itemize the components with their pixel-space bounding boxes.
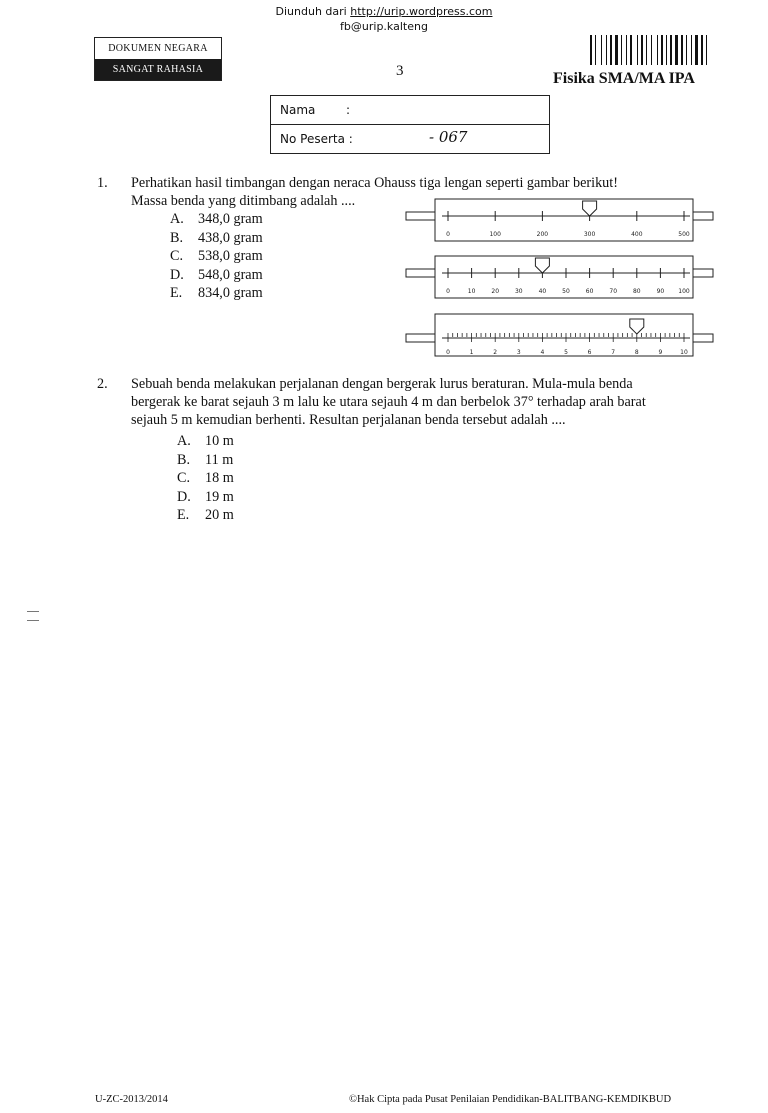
footer-copyright: ©Hak Cipta pada Pusat Penilaian Pendidikan-BALITBANG-KEMDIKBUD — [349, 1094, 672, 1105]
question-1-number: 1. — [97, 175, 108, 191]
beam-1-right-stub — [693, 212, 713, 220]
q2-option-c-letter: C. — [177, 470, 191, 486]
q2-option-a-letter: A. — [177, 433, 191, 449]
beam-2-tick-label: 60 — [585, 288, 594, 295]
beam-2-tick-label: 40 — [538, 288, 547, 295]
ohauss-balance-figure — [404, 196, 716, 364]
question-1-options — [170, 210, 310, 305]
name-row — [271, 96, 549, 125]
q1-option-e-text: 834,0 gram — [198, 285, 263, 301]
beam-3-tick-label: 6 — [587, 349, 592, 356]
barcode-icon — [590, 35, 720, 65]
doc-label-top: DOKUMEN NEGARA — [108, 43, 208, 54]
beam-2-tick-label: 10 — [467, 288, 476, 295]
q1-option-c-text: 538,0 gram — [198, 248, 263, 264]
doc-label-bottom: SANGAT RAHASIA — [95, 59, 221, 80]
beam-2-tick-label: 30 — [514, 288, 523, 295]
document-classification-box — [94, 37, 222, 81]
participant-number-value[interactable]: - 067 — [429, 128, 468, 146]
beam-3-tick-label: 1 — [469, 349, 474, 356]
beam-2-tick-label: 90 — [656, 288, 665, 295]
participant-number-label: No Peserta : — [280, 132, 353, 146]
q2-option-e-letter: E. — [177, 507, 190, 523]
question-2-number: 2. — [97, 376, 108, 392]
beam-3-tick-label: 0 — [446, 349, 450, 356]
download-source-header — [0, 4, 768, 34]
q2-option-a-text: 10 m — [205, 433, 234, 449]
q1-option-b-letter: B. — [170, 229, 184, 246]
beam-2-tick-label: 70 — [609, 288, 618, 295]
question-1-line-1: Perhatikan hasil timbangan dengan neraca Ohauss tiga lengan seperti gambar berikut! — [131, 175, 618, 191]
q1-option-b-text: 438,0 gram — [198, 229, 263, 246]
q2-option-b-text: 11 m — [205, 451, 234, 468]
beam-1-tick-label: 100 — [489, 231, 501, 238]
subject-title: Fisika SMA/MA IPA — [553, 70, 695, 87]
beam-3-tick-label: 9 — [658, 349, 663, 356]
beam-3-tick-label: 5 — [564, 349, 568, 356]
q2-option-d-letter: D. — [177, 488, 191, 505]
source-prefix: Diunduh dari — [275, 5, 351, 18]
social-handle: fb@urip.kalteng — [340, 20, 428, 33]
beam-2-left-stub — [406, 269, 435, 277]
beam-3-tick-label: 4 — [540, 349, 545, 356]
page-number: 3 — [396, 63, 404, 79]
question-2-line-1: Sebuah benda melakukan perjalanan dengan bergerak lurus beraturan. Mula-mula benda — [131, 376, 633, 392]
beam-3-tick-label: 3 — [516, 349, 521, 356]
beam-3-tick-label: 8 — [634, 349, 639, 356]
beam-3-tick-label: 10 — [680, 349, 688, 356]
beam-1-tick-label: 300 — [583, 231, 596, 238]
question-1-line-2: Massa benda yang ditimbang adalah .... — [131, 193, 356, 209]
beam-1-tick-label: 400 — [631, 231, 643, 238]
margin-mark-icon — [27, 611, 39, 621]
beam-1-tick-label: 0 — [446, 231, 450, 238]
participant-number-row — [271, 125, 549, 153]
footer-code: U-ZC-2013/2014 — [95, 1094, 168, 1105]
q2-option-d-text: 19 m — [205, 488, 234, 505]
q2-option-b-letter: B. — [177, 451, 191, 468]
beam-3-right-stub — [693, 334, 713, 342]
q2-option-c-text: 18 m — [205, 470, 234, 486]
beam-2-right-stub — [693, 269, 713, 277]
beam-1-tick-label: 500 — [678, 231, 690, 238]
beam-2-tick-label: 20 — [491, 288, 500, 295]
q1-option-a-text: 348,0 gram — [198, 211, 263, 227]
beam-1-tick-label: 200 — [536, 231, 549, 238]
identity-box — [270, 95, 550, 154]
question-2-text — [131, 375, 731, 429]
question-2-line-2: bergerak ke barat sejauh 3 m lalu ke utara sejauh 4 m dan berbelok 37° terhadap arah barat — [131, 394, 646, 410]
q2-option-e-text: 20 m — [205, 507, 234, 523]
beam-2-tick-label: 80 — [632, 288, 641, 295]
beam-3-tick-label: 7 — [611, 349, 616, 356]
beam-2-tick-label: 50 — [562, 288, 570, 295]
name-colon: : — [346, 103, 351, 117]
q1-option-e-letter: E. — [170, 285, 183, 301]
q1-option-a-letter: A. — [170, 211, 184, 227]
question-2-line-3: sejauh 5 m kemudian berhenti. Resultan perjalanan benda tersebut adalah .... — [131, 412, 566, 428]
name-label: Nama — [280, 103, 316, 117]
beam-3-left-stub — [406, 334, 435, 342]
q1-option-c-letter: C. — [170, 248, 184, 264]
q1-option-d-text: 548,0 gram — [198, 266, 263, 283]
beam-1-left-stub — [406, 212, 435, 220]
beam-3-tick-label: 2 — [493, 349, 498, 356]
beam-2-tick-label: 100 — [678, 288, 690, 295]
question-2-options — [177, 432, 297, 527]
beam-2-tick-label: 0 — [446, 288, 450, 295]
q1-option-d-letter: D. — [170, 266, 184, 283]
beam-1-body — [435, 199, 693, 241]
source-link[interactable]: http://urip.wordpress.com — [350, 5, 493, 18]
